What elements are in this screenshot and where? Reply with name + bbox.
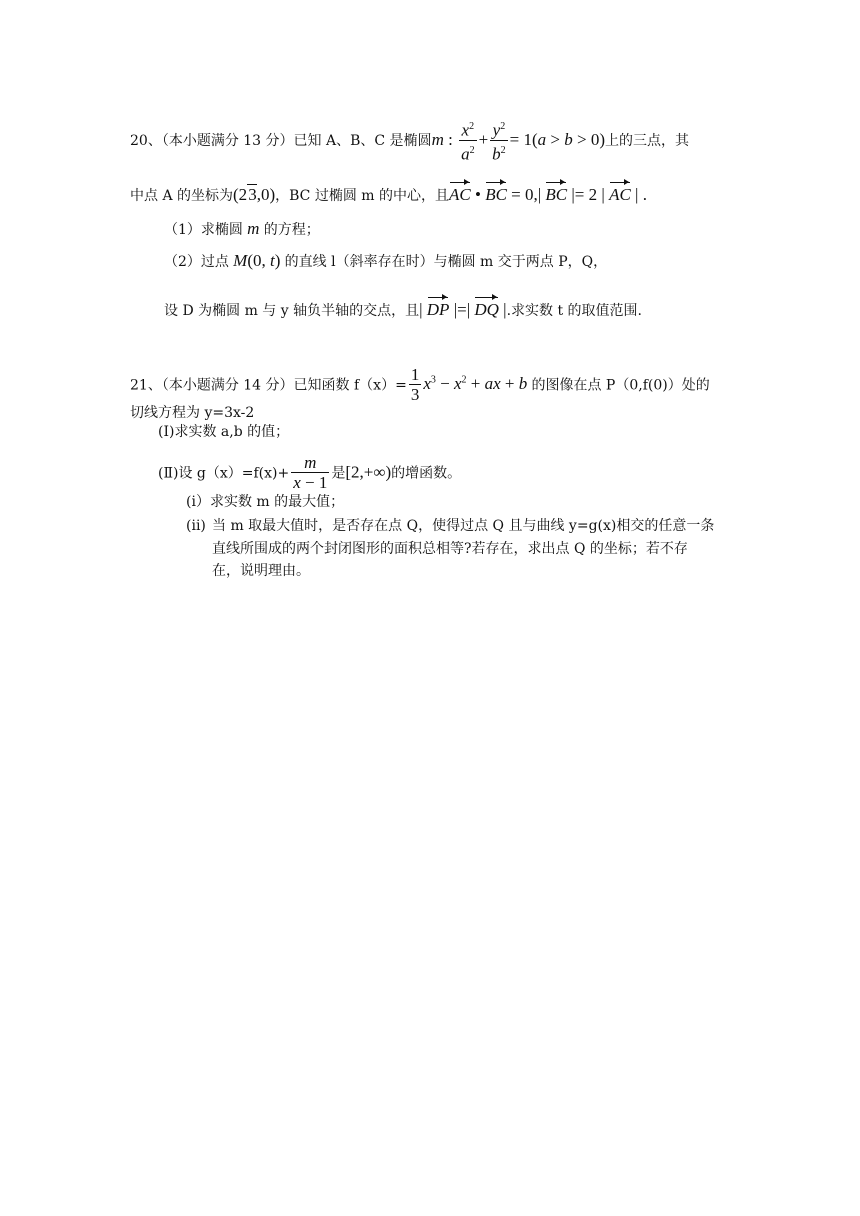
q20-part1	[164, 219, 320, 240]
q21-sub-ii-line1: 当 m 取最大值时，是否存在点 Q，使得过点 Q 且与曲线 y=g(x)相交的任意一条	[212, 518, 715, 534]
q20-dp-dq: | DP |=| DQ |	[419, 300, 507, 319]
q20-number: 20、	[130, 133, 162, 150]
q21-function: $\frac{1}{3}$ $x^3 - x^2$ + ax + b	[410, 365, 528, 404]
q20-line2-a: 中点 A 的坐标为	[130, 188, 234, 204]
q21-part-ii-b: 是	[331, 465, 346, 482]
q21-interval: [2,+∞)	[345, 462, 392, 482]
q20-part1-tail: 的方程；	[263, 222, 320, 238]
q21-g-fraction: $\frac{m}{x - 1}$	[293, 453, 328, 492]
q21-sub-i: (i）求实数 m 的最大值；	[186, 494, 345, 510]
q20-intro: 已知 A、B、C 是椭圆	[293, 133, 432, 150]
q20-after-ellipse: 上的三点，其	[605, 133, 690, 150]
q21-number: 21、	[130, 377, 162, 394]
q21-part-ii	[158, 454, 461, 493]
q20-point-m: M(0, t)	[233, 251, 285, 270]
q21-tail: 的图像在点 P（0,f(0)）处的	[531, 377, 710, 394]
q21-sub-ii-line3: 在，说明理由。	[212, 563, 310, 579]
q20-part1-text: （1）求椭圆	[164, 222, 243, 238]
q20-score: （本小题满分 13 分）	[161, 133, 294, 150]
q20-vector-condition: AC • BC = 0,| BC |= 2 | AC | .	[449, 185, 647, 204]
q21-intro: 已知函数 f（x）=	[293, 377, 407, 394]
q21-part-i: (Ⅰ)求实数 a,b 的值；	[158, 424, 290, 440]
q20-part2-b: 的直线 l（斜率存在时）与椭圆 m 交于两点 P，Q，	[284, 254, 608, 270]
q21-sub-ii-label: (ii)	[186, 518, 206, 534]
q20-ellipse-equation: : $\frac{x^2}{a^2}$ + $\frac{y^2}{b^2}$ = 1(a > b > 0)	[444, 130, 605, 149]
q21-line1	[130, 366, 710, 405]
q21-part-ii-a: (Ⅱ)设 g（x）=f(x)+	[158, 465, 290, 482]
q20-part1-m: m	[242, 219, 264, 238]
q20-line-d	[164, 300, 642, 321]
q21-score: （本小题满分 14 分）	[161, 377, 294, 394]
q20-part2-a: （2）过点	[164, 254, 229, 270]
q20-line2	[130, 184, 647, 206]
q21-sub-ii-line2: 直线所围成的两个封闭图形的面积总相等?若存在，求出点 Q 的坐标；若不存	[212, 541, 688, 557]
q20-part2	[164, 251, 607, 272]
q20-line-d-a: 设 D 为椭圆 m 与 y 轴负半轴的交点，且	[164, 303, 420, 319]
q20-line2-b: ，BC 过椭圆 m 的中心，且	[275, 188, 449, 204]
q20-ellipse-name: m	[431, 130, 444, 150]
q21-part-ii-c: 的增函数。	[391, 465, 462, 482]
q20-point-a: (23,0)	[233, 185, 276, 204]
q20-line-d-b: .求实数 t 的取值范围.	[506, 303, 643, 319]
q20-line1	[130, 118, 689, 164]
q21-line2: 切线方程为 y=3x-2	[130, 405, 255, 421]
